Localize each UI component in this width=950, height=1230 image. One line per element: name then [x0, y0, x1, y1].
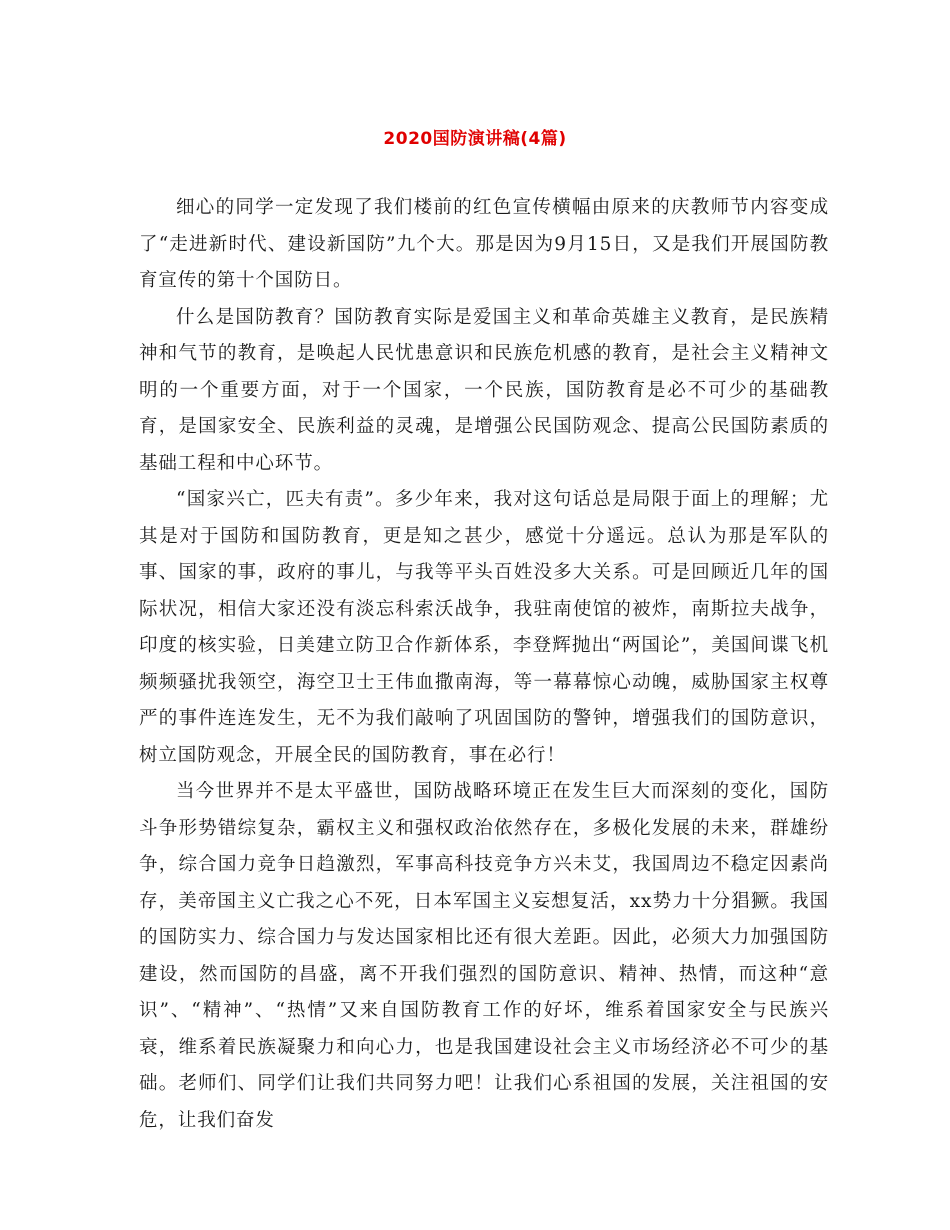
paragraph-1: 细心的同学一定发现了我们楼前的红色宣传横幅由原来的庆教师节内容变成了“走进新时代、建设新国防”九个大。那是因为9月15日，又是我们开展国防教育宣传的第十个国防日。 [139, 197, 829, 291]
document-body [139, 190, 829, 1139]
paragraph-2: 什么是国防教育？国防教育实际是爱国主义和革命英雄主义教育，是民族精神和气节的教育，是唤起人民忧患意识和民族危机感的教育，是社会主义精神文明的一个重要方面，对于一个国家，一个民族，国防教育是必不可少的基础教育，是国家安全、民族利益的灵魂，是增强公民国防观念、提高公民国防素质的基础工程和中心环节。 [139, 306, 829, 474]
paragraph-3: “国家兴亡，匹夫有责”。多少年来，我对这句话总是局限于面上的理解；尤其是对于国防和国防教育，更是知之甚少，感觉十分遥远。总认为那是军队的事、国家的事，政府的事儿，与我等平头百姓没多大关系。可是回顾近几年的国际状况，相信大家还没有淡忘科索沃战争，我驻南使馆的被炸，南斯拉夫战争，印度的核实验，日美建立防卫合作新体系，李登辉抛出“两国论”，美国间谍飞机频频骚扰我领空，海空卫士王伟血撒南海，等一幕幕惊心动魄，威胁国家主权尊严的事件连连发生，无不为我们敲响了巩固国防的警钟，增强我们的国防意识，树立国防观念，开展全民的国防教育，事在必行！ [139, 489, 829, 766]
document-title: 2020国防演讲稿(4篇) [383, 129, 567, 149]
paragraph-4: 当今世界并不是太平盛世，国防战略环境正在发生巨大而深刻的变化，国防斗争形势错综复杂，霸权主义和强权政治依然存在，多极化发展的未来，群雄纷争，综合国力竞争日趋激烈，军事高科技竞争方兴未艾，我国周边不稳定因素尚存，美帝国主义亡我之心不死，日本军国主义妄想复活，xx势力十分猖獗。我国的国防实力、综合国力与发达国家相比还有很大差距。因此，必须大力加强国防建设，然而国防的昌盛，离不开我们强烈的国防意识、精神、热情，而这种“意识”、“精神”、“热情”又来自国防教育工作的好坏，维系着国家安全与民族兴衰，维系着民族凝聚力和向心力，也是我国建设社会主义市场经济必不可少的基础。老师们、同学们让我们共同努力吧！让我们心系祖国的发展，关注祖国的安危，让我们奋发 [139, 781, 829, 1131]
